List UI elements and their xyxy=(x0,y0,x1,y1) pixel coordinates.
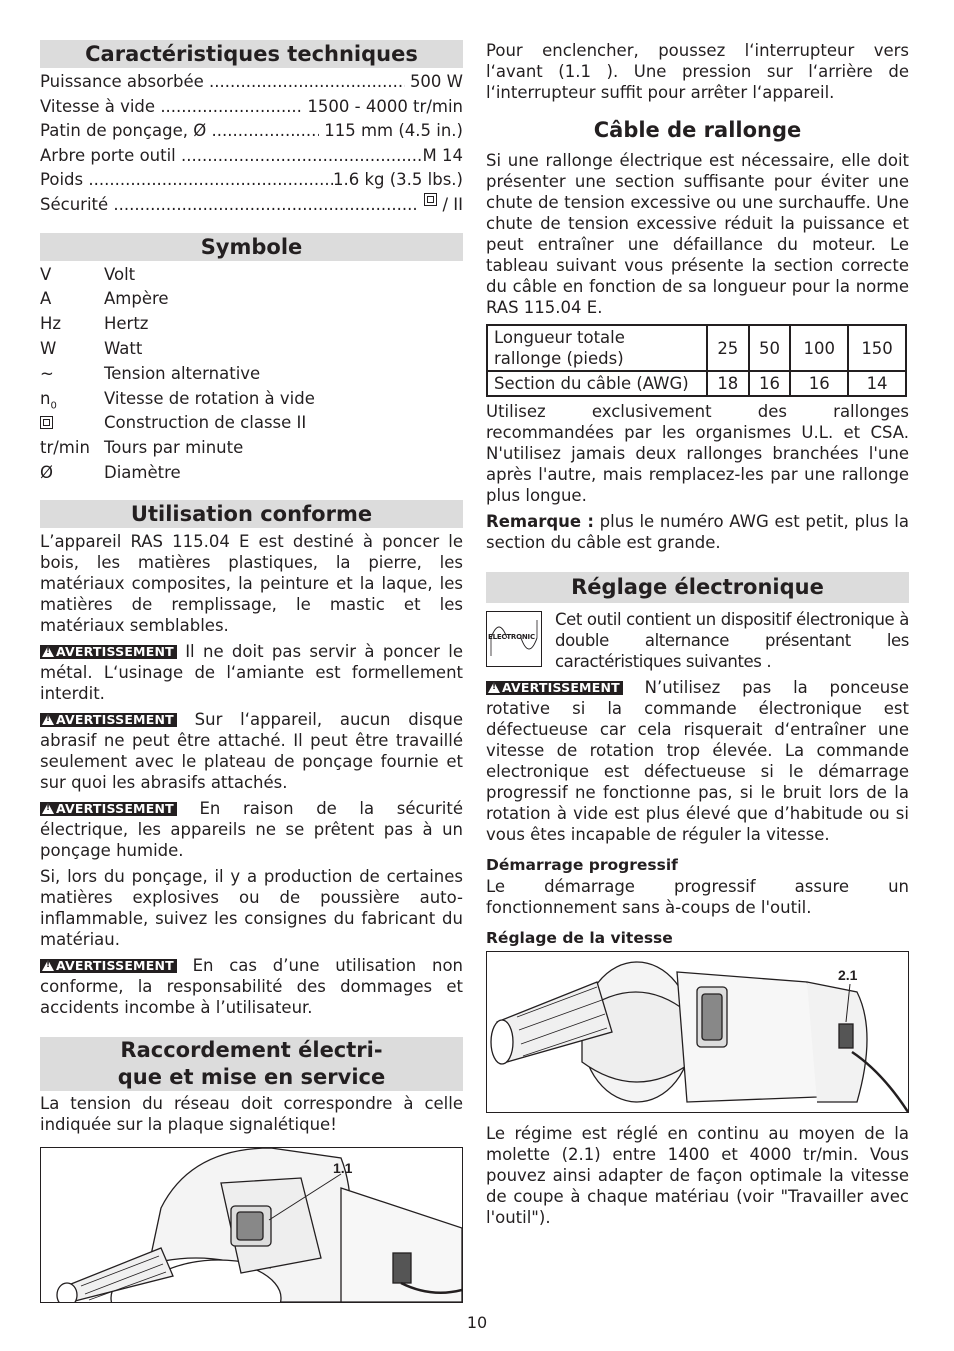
figure-label: 2.1 xyxy=(838,967,858,983)
table-row xyxy=(487,371,906,396)
symbol-row: tr/min Tours par minute xyxy=(40,438,244,458)
warning-badge: !AVERTISSEMENT xyxy=(40,645,177,659)
table-cell: 18 xyxy=(707,371,749,396)
spec-row: Poids ..... 1.6 kg (3.5 lbs.) xyxy=(40,168,463,193)
left-column xyxy=(40,40,463,1303)
connection-heading: Raccordement électri- que et mise en service xyxy=(40,1037,463,1091)
table-cell: 14 xyxy=(848,371,906,396)
symbol-row: Construction de classe II xyxy=(40,411,463,436)
electronic-warning: !AVERTISSEMENT N’utilisez pas la ponceuse rotative si la commande électronique est défectueuse car cela risquerait d‘entraîner une vitesse de rotation trop élevée. La commande electronique est défectueuse si le démarrage progressif ne fonctionne pas, si le bruit lors de la rotation à vide est plus élevé que d’habitude ou si vous êtes incapable de réguler la vitesse. xyxy=(486,677,909,845)
right-column xyxy=(486,40,909,1228)
table-cell: Section du câble (AWG) xyxy=(487,371,707,396)
soft-start-paragraph: Le démarrage progressif assure un fonctionnement sans à-coups de l'outil. xyxy=(486,877,909,917)
usage-warning: !AVERTISSEMENT Il ne doit pas servir à poncer le métal. L‘usinage de l‘amiante est formellement interdit. xyxy=(40,641,463,704)
class-ii-icon xyxy=(40,416,53,429)
warning-triangle-icon xyxy=(42,960,54,971)
warning-badge: !AVERTISSEMENT xyxy=(40,959,177,973)
symbol-row: W Watt xyxy=(40,338,143,358)
warning-triangle-icon xyxy=(42,803,54,814)
usage-heading: Utilisation conforme xyxy=(40,500,463,528)
usage-warning: !AVERTISSEMENT En raison de la sécurité électrique, les appareils ne se prêtent pas à un ponçage humide. xyxy=(40,798,463,861)
speed-paragraph: Le régime est réglé en continu au moyen de la molette (2.1) entre 1400 et 4000 tr/min. Vous pouvez ainsi adapter de façon optimale la vitesse de coupe à chaque matériau (voir "Travailler avec l'outil"). xyxy=(486,1124,909,1227)
figure-label: 1.1 xyxy=(333,1159,353,1176)
spec-row: Puissance absorbée ..... 500 W xyxy=(40,70,463,95)
figure-switch xyxy=(40,1147,463,1303)
table-row xyxy=(487,325,906,371)
connection-paragraph: La tension du réseau doit correspondre à celle indiquée sur la plaque signalétique! xyxy=(40,1093,463,1134)
spec-row: Vitesse à vide ..... 1500 - 4000 tr/min xyxy=(40,95,463,120)
soft-start-heading: Démarrage progressif xyxy=(486,856,678,874)
spec-row: Patin de ponçage, Ø ..... 115 mm (4.5 in.) xyxy=(40,119,463,144)
symbol-row: Ø Diamètre xyxy=(40,462,181,482)
page-number: 10 xyxy=(466,1313,488,1332)
symbol-row: V Volt xyxy=(40,264,136,284)
angle-grinder-switch-illustration xyxy=(41,1148,462,1302)
table-cell: 50 xyxy=(749,325,791,371)
symbol-row: A Ampère xyxy=(40,289,169,309)
spec-row: Sécurité ..... / II xyxy=(40,193,463,218)
usage-warning: !AVERTISSEMENT En cas d’une utilisation non conforme, la responsabilité des dommages et accidents incombe à l’utilisateur. xyxy=(40,955,463,1018)
table-cell: 16 xyxy=(749,371,791,396)
table-cell: 150 xyxy=(848,325,906,371)
usage-warning: !AVERTISSEMENT Sur l‘appareil, aucun disque abrasif ne peut être attaché. Il peut être travaillé seulement avec le plateau de ponçage fournie et sur quoi les abrasifs attachés. xyxy=(40,709,463,793)
symbol-row: Hz Hertz xyxy=(40,314,149,334)
class-ii-icon xyxy=(424,193,437,206)
warning-triangle-icon xyxy=(42,714,54,725)
extension-cord-table xyxy=(486,324,907,397)
warning-triangle-icon xyxy=(42,646,54,657)
electronic-intro xyxy=(486,609,909,672)
warning-badge: !AVERTISSEMENT xyxy=(40,802,177,816)
usage-paragraph: Si, lors du ponçage, il y a production de certaines matières explosives ou de poussière auto-inflammable, suivez les consignes du fabricant du matériau. xyxy=(40,866,463,949)
electronic-heading: Réglage électronique xyxy=(486,572,909,603)
cable-paragraph: Utilisez exclusivement des rallonges recommandées par les organismes U.L. et CSA. N'utilisez jamais deux rallonges branchées l'une après l'autre, mais remplacez-les par une rallonge plus longue. xyxy=(486,402,909,505)
figure-speed-dial xyxy=(486,951,909,1113)
speed-heading: Réglage de la vitesse xyxy=(486,929,673,947)
symbol-row: $n_0$ Vitesse de rotation à vide xyxy=(40,388,315,411)
switch-paragraph: Pour enclencher, poussez l‘interrupteur vers l‘avant (1.1 ). Une pression sur l‘arrière de l‘interrupteur suffit pour arrêter l‘appareil. xyxy=(486,41,909,102)
electronic-paragraph: Cet outil contient un dispositif électronique à double alternance présentant les caractéristiques suivantes . xyxy=(555,610,909,671)
warning-triangle-icon xyxy=(488,682,500,693)
symbols-heading: Symbole xyxy=(40,233,463,261)
specs-heading: Caractéristiques techniques xyxy=(40,40,463,68)
angle-grinder-dial-illustration xyxy=(487,952,908,1112)
table-cell: 100 xyxy=(790,325,848,371)
remark-paragraph: Remarque : plus le numéro AWG est petit, plus la section du câble est grande. xyxy=(486,512,909,552)
warning-badge: !AVERTISSEMENT xyxy=(40,713,177,727)
spec-row: Arbre porte outil ..... M 14 xyxy=(40,144,463,169)
cable-heading: Câble de rallonge xyxy=(593,118,802,142)
specs-list xyxy=(40,70,463,218)
usage-paragraph: L’appareil RAS 115.04 E est destiné à poncer le bois, les matières plastiques, la pierre, les matériaux composites, la peinture et la laque, les matières de remplissage, le mastic et les matériaux semblables. xyxy=(40,531,463,635)
symbols-list xyxy=(40,263,463,486)
cable-paragraph: Si une rallonge électrique est nécessaire, elle doit présenter une section suffisante pour éviter une chute de tension excessive ou une surchauffe. Une chute de tension excessive réduit la puissance et peut entraîner une défaillance du moteur. Le tableau suivant vous présente la section correcte du câble en fonction de sa longueur pour la norme RAS 115.04 E. xyxy=(486,151,909,317)
table-cell: 16 xyxy=(790,371,848,396)
electronic-icon: ELECTRONIC xyxy=(486,611,542,667)
table-cell: Longueur totale rallonge (pieds) xyxy=(487,325,707,371)
warning-badge: !AVERTISSEMENT xyxy=(486,681,623,695)
symbol-row: ~ Tension alternative xyxy=(40,363,261,383)
table-cell: 25 xyxy=(707,325,749,371)
